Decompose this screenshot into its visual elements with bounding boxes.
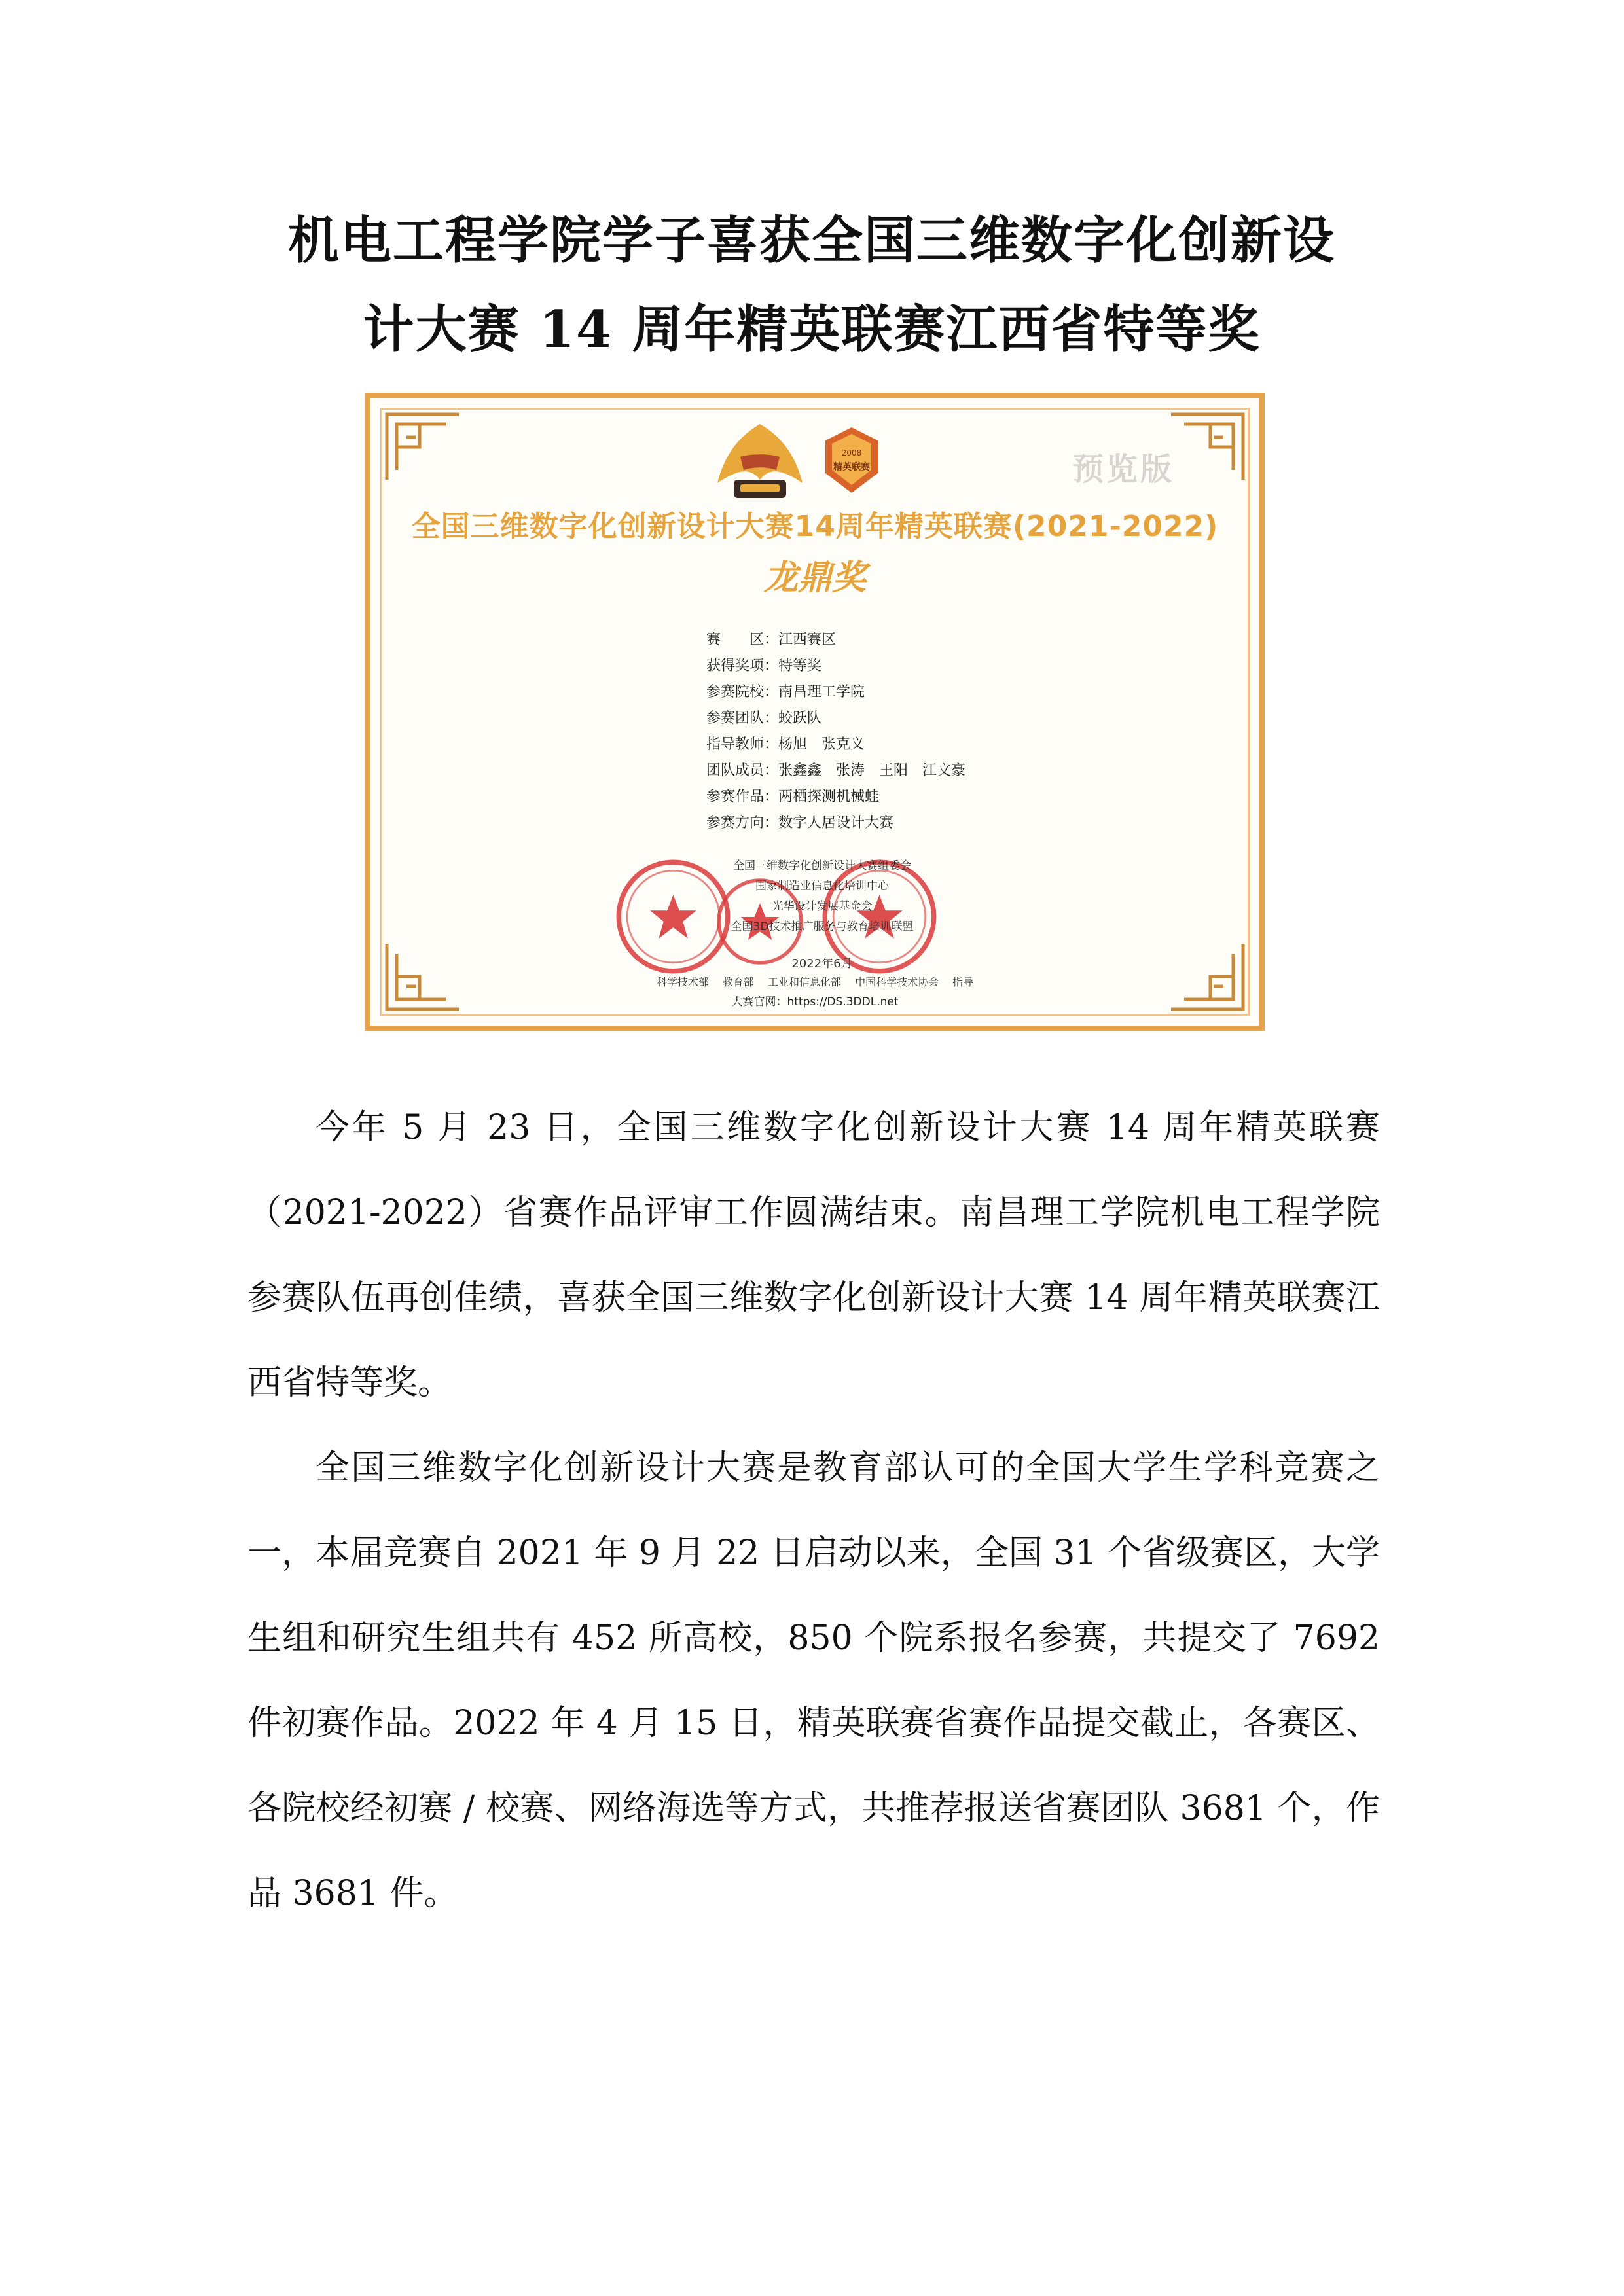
field-label: 参赛作品：: [706, 789, 779, 805]
certificate-website: 大赛官网：https://DS.3DDL.net: [731, 996, 899, 1009]
corner-ornament-icon: [384, 941, 462, 1013]
corner-ornament-icon: [384, 411, 462, 483]
field-row: [706, 784, 965, 810]
field-label: 指导教师：: [706, 736, 779, 753]
field-row: [706, 810, 965, 836]
certificate-organizers: [659, 856, 986, 937]
body-paragraph: 今年 5 月 23 日，全国三维数字化创新设计大赛 14 周年精英联赛（2021-2022）省赛作品评审工作圆满结束。南昌理工学院机电工程学院参赛队伍再创佳绩，喜获全国三维数字化创新设计大赛 14 周年精英联赛江西省特等奖。: [247, 1108, 1380, 1403]
field-value: 江西赛区: [778, 632, 837, 648]
certificate-fields: [706, 627, 965, 836]
field-label: 参赛院校：: [706, 684, 779, 700]
corner-ornament-icon: [1168, 941, 1246, 1013]
field-value: 蛟跃队: [778, 710, 822, 726]
field-label: 赛 区：: [706, 632, 779, 648]
field-row: [706, 732, 965, 758]
field-row: [706, 758, 965, 784]
dragon-logo-icon: [711, 418, 809, 503]
field-row: [706, 627, 965, 653]
field-value: 杨旭 张克义: [778, 736, 865, 753]
organizer-name: 光华设计发展基金会: [772, 900, 873, 913]
certificate-title: 全国三维数字化创新设计大赛14周年精英联赛(2021-2022): [411, 510, 1219, 543]
certificate-image: [365, 393, 1265, 1031]
certificate-award: 龙鼎奖: [763, 558, 866, 598]
corner-ornament-icon: [1168, 411, 1246, 483]
certificate-date: 2022年6月: [791, 957, 853, 971]
preview-stamp: 预览版: [1072, 451, 1174, 488]
badge-year: 2008: [841, 448, 862, 457]
field-value: 数字人居设计大赛: [778, 815, 894, 831]
field-label: 团队成员：: [706, 762, 779, 779]
body-paragraph: 全国三维数字化创新设计大赛是教育部认可的全国大学生学科竞赛之一，本届竞赛自 2021 年 9 月 22 日启动以来，全国 31 个省级赛区，大学生组和研究生组共有 452 所高校，850 个院系报名参赛，共提交了 7692 件初赛作品。2022 年 4 月 15 日，精英联赛省赛作品提交截止，各赛区、各院校经初赛 / 校赛、网络海选等方式，共推荐报送省赛团队 3681 个，作品 3681 件。: [247, 1448, 1380, 1913]
elite-league-badge-icon: [822, 424, 881, 496]
field-label: 参赛方向：: [706, 815, 779, 831]
field-label: 获得奖项：: [706, 658, 779, 674]
field-value: 南昌理工学院: [778, 684, 865, 700]
organizer-name: 全国三维数字化创新设计大赛组委会: [733, 859, 911, 872]
field-value: 两栖探测机械蛙: [778, 789, 880, 805]
field-label: 参赛团队：: [706, 710, 779, 726]
field-row: [706, 653, 965, 679]
field-value: 张鑫鑫 张涛 王阳 江文豪: [778, 762, 966, 779]
title-line-1: 机电工程学院学子喜获全国三维数字化创新设: [287, 211, 1335, 270]
organizer-name: 全国3D技术推广服务与教育培训联盟: [731, 920, 914, 933]
field-row: [706, 706, 965, 732]
title-line-2: 计大赛 14 周年精英联赛江西省特等奖: [363, 300, 1261, 359]
page-title: [196, 196, 1427, 374]
organizer-name: 国家制造业信息化培训中心: [755, 880, 889, 893]
certificate-sponsors: 科学技术部 教育部 工业和信息化部 中国科学技术协会 指导: [656, 976, 974, 988]
badge-label: 精英联赛: [833, 462, 870, 473]
field-value: 特等奖: [778, 658, 822, 674]
field-row: [706, 679, 965, 706]
